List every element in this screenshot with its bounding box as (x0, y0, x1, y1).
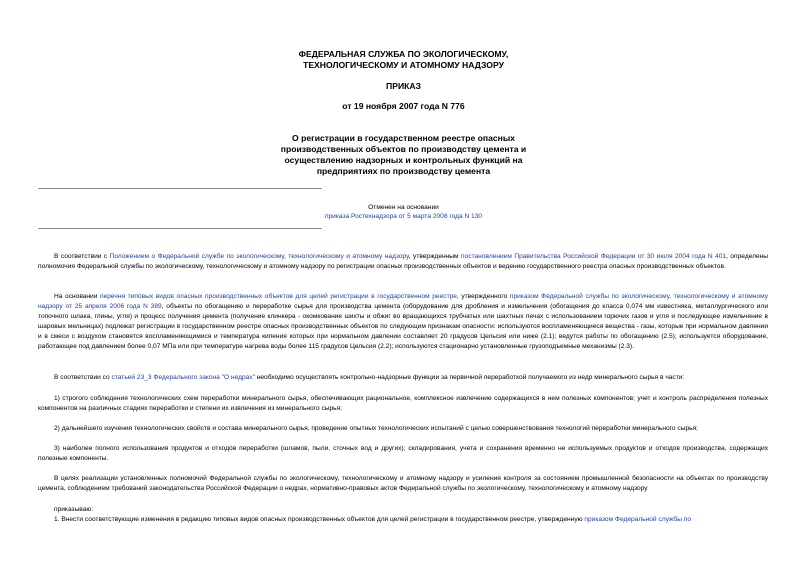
paragraph-text: 1) строгого соблюдения технологических схем переработки минерального сырья, обеспечивающих рациональное, комплексное извлечение содержащихся в нем полезных компонентов; учет и контроль распределения полезных компонентов на различных стадиях переработки и степени их извлечения из минерального сырья; (38, 395, 768, 412)
paragraph-text: , утвержденным (408, 253, 462, 260)
link-subsoil-law[interactable]: статьей 23_3 Федерального закона "О недрах" (111, 374, 255, 381)
paragraph-9 (38, 515, 768, 525)
paragraph-text: 3) наиболее полного использования продуктов и отходов переработки (шламов, пыли, сточных вод и других); складирования, учета и сохранения временно не используемых продуктов и отходов производства, содержащих полезные компоненты. (38, 445, 768, 462)
link-order-389[interactable]: приказом Федеральной службы по экологическому, технологическому и атомному надзору от 25 апреля 2006 года N 389 (38, 293, 768, 310)
doc-type: ПРИКАЗ (386, 81, 421, 91)
paragraph-text: необходимо осуществлять контрольно-надзорные функции за первичной переработкой получаемого из недр минерального сырья в части: (254, 374, 685, 381)
paragraph-7 (38, 474, 768, 494)
paragraph-text: , объекты по обогащению и переработке сырья для производства цемента (оборудование для дробления и измельчения (обогащения до класса 0,074 мм известняка, металлургического или топочного шлака, глины, угля) и процесс получения цемента (получение клинкера - окомкование шихты и обжиг во вращающихся трубчатых или шахтных печах с использованием горючих газов и угля и последующее измельчение в шаровых мельницах) подлежат регистрации в государственном реестре опасных производственных объектов по следующим признакам опасности: используются воспламеняющиеся вещества - газы, которые при нормальном давлении и в смеси с воздухом становятся воспламеняющимися и температура кипения которых при нормальном давлении составляет 20 градусов Цельсия или ниже (2.1); ведутся работы по обогащению (2.5); используется оборудование, работающее под давлением более 0,07 МПа или при температуре нагрева воды более 115 градусов Цельсия (2.2); используются стационарно установленные грузоподъемные механизмы (2.3). (38, 303, 768, 350)
paragraph-text: На основании (54, 293, 101, 300)
paragraph-3 (38, 373, 768, 383)
paragraph-1 (38, 252, 768, 272)
paragraph-5 (38, 424, 768, 434)
paragraph-text: В соответствии с (54, 253, 110, 260)
paragraph-text: , утвержденного (456, 293, 510, 300)
doc-title-line2: производственных объектов по производству цемента и (280, 144, 527, 154)
paragraph-text: 1. Внести соответствующие изменения в редакцию типовых видов опасных производственных объектов для целей регистрации в государственном реестре, утвержденную (54, 516, 585, 523)
cancel-note-link[interactable]: приказа Ростехнадзора от 5 марта 2008 года N 130 (324, 213, 483, 220)
doc-title-line3: осуществлению надзорных и контрольных функций на (284, 155, 523, 165)
cancel-note-label: Отменен на основании (368, 204, 439, 211)
paragraph-6 (38, 444, 768, 464)
link-government-decree[interactable]: постановлением Правительства Российской Федерации от 30 июля 2004 года N 401 (461, 253, 727, 260)
doc-date-number: от 19 ноября 2007 года N 776 (342, 101, 465, 111)
paragraph-text: , определены полномочия Федеральной службы по экологическому, технологическому и атомному надзору по регистрации опасных производственных объектов и ведению государственного реестра опасных производственных объектов. (38, 253, 769, 270)
doc-title-line1: О регистрации в государственном реестре опасных (292, 133, 515, 143)
agency-name-line1: ФЕДЕРАЛЬНАЯ СЛУЖБА ПО ЭКОЛОГИЧЕСКОМУ, (298, 49, 509, 59)
separator-line (38, 228, 322, 229)
separator-line (38, 188, 322, 189)
paragraph-text: В соответствии со (54, 374, 112, 381)
paragraph-text: 2) дальнейшего изучения технологических свойств и состава минерального сырья, проведение опытных технологических испытаний с целью совершенствования технологий переработки минерального сырья; (54, 425, 698, 432)
paragraph-8 (38, 505, 768, 515)
doc-title-line4: предприятиях по производству цемента (316, 166, 491, 176)
agency-name-line2: ТЕХНОЛОГИЧЕСКОМУ И АТОМНОМУ НАДЗОРУ (303, 60, 504, 70)
paragraph-2 (38, 292, 768, 352)
link-order[interactable]: приказом Федеральной службы по (584, 516, 692, 523)
paragraph-4 (38, 394, 768, 414)
link-object-list[interactable]: перечня типовых видов опасных производственных объектов для целей регистрации в государственном реестре (100, 293, 457, 300)
link-regulation[interactable]: Положением о Федеральной службе по экологическому, технологическому и атомному надзору (109, 253, 409, 260)
paragraph-text: В целях реализации установленных полномочий Федеральной службы по экологическому, технологическому и атомному надзору и усиления контроля за состоянием промышленной безопасности на объектах по производству цемента, соблюдением требований законодательства Российской Федерации о недрах, нормативно-правовых актов Федеральной службы по экологическому, технологическому и атомному надзору (38, 475, 768, 492)
paragraph-text: приказываю: (54, 506, 94, 513)
